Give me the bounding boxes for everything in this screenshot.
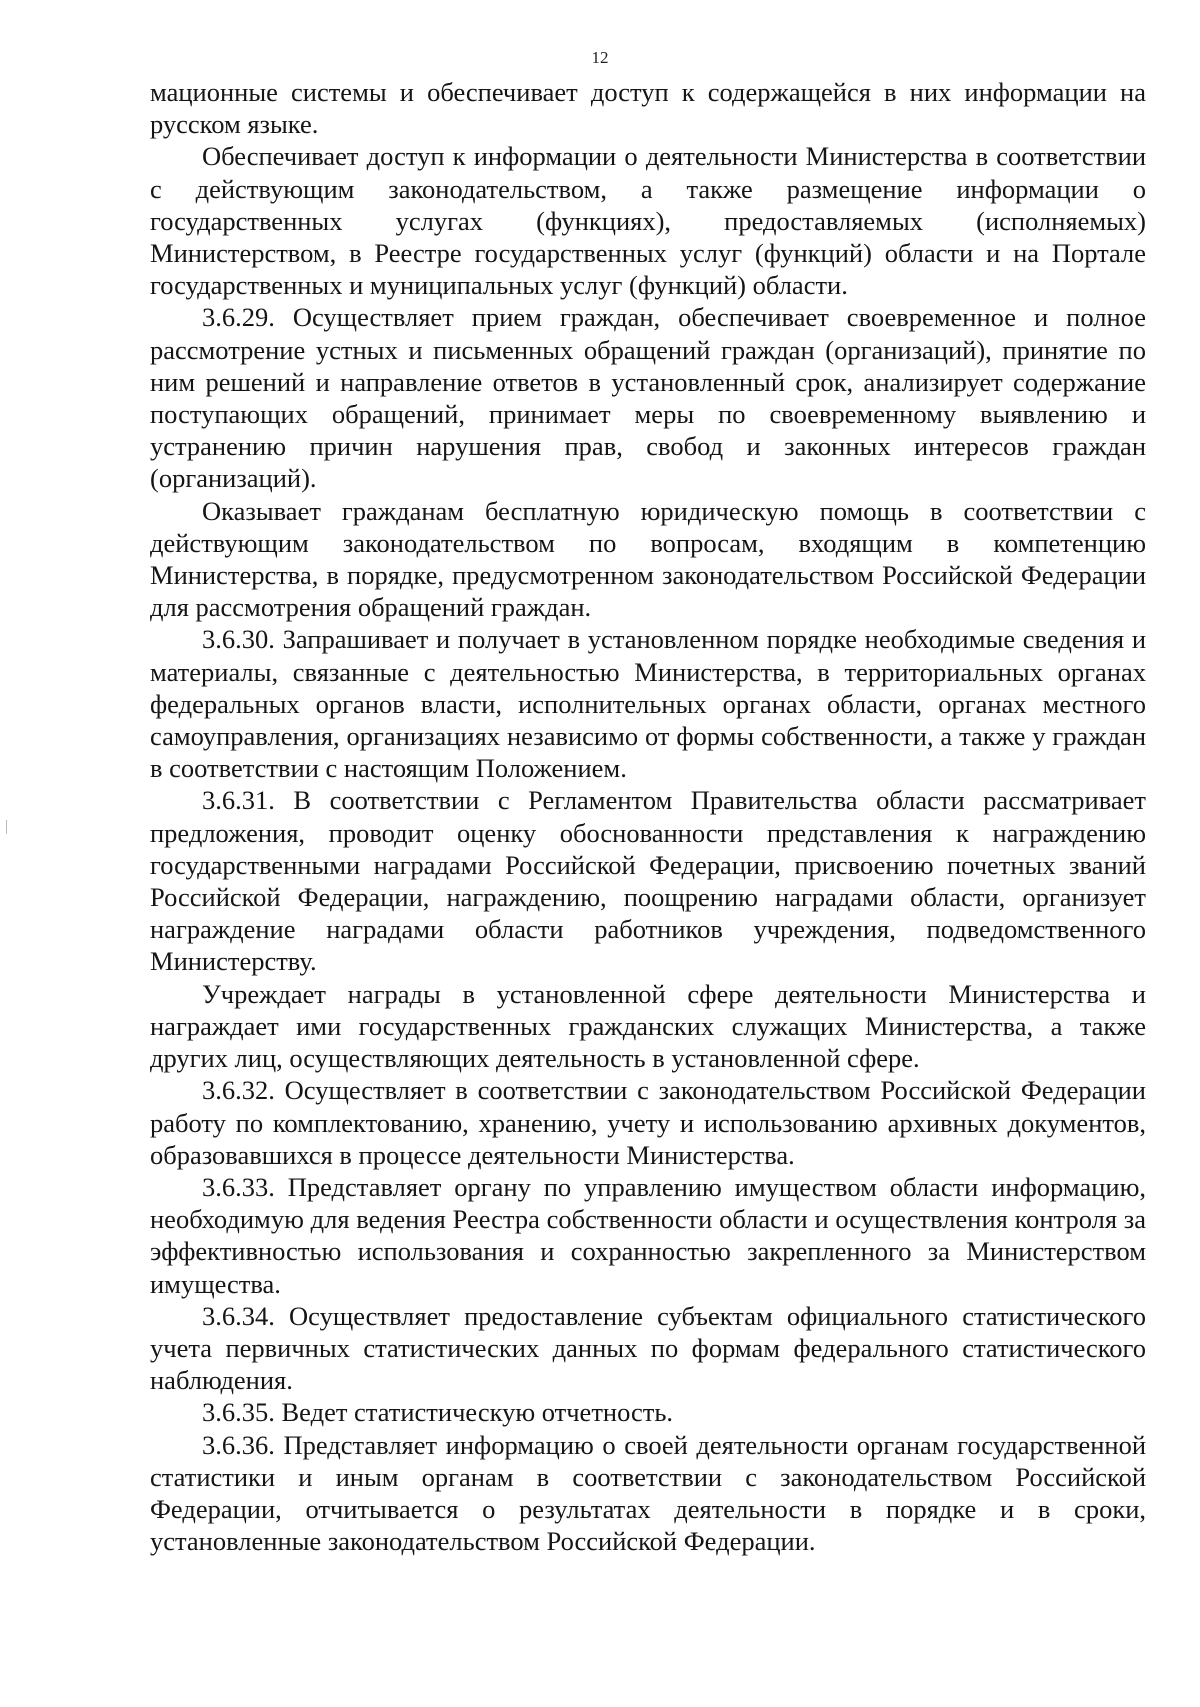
paragraph-3-6-33: 3.6.33. Представляет органу по управлению имуществом области информацию, необходимую для ведения Реестра собственности области и осуществления контроля за эффективностью использования и сохранностью закрепленного за Министерством имущества.	[150, 1171, 1146, 1299]
paragraph-3-6-32: 3.6.32. Осуществляет в соответствии с законодательством Российской Федерации работу по комплектованию, хранению, учету и использованию архивных документов, образовавшихся в процессе деятельности Министерства.	[150, 1075, 1146, 1170]
paragraph-awards: Учреждает награды в установленной сфере деятельности Министерства и награждает ими государственных гражданских служащих Министерства, а также других лиц, осуществляющих деятельность в установленной сфере.	[150, 978, 1146, 1074]
paragraph-3-6-31: 3.6.31. В соответствии с Регламентом Правительства области рассматривает предложения, проводит оценку обоснованности представления к награждению государственными наградами Российской Федерации, присвоению почетных званий Российской Федерации, награждению, поощрению наградами области, организует награждение наградами области работников учреждения, подведомственного Министерству.	[150, 785, 1146, 977]
paragraph-3-6-36: 3.6.36. Представляет информацию о своей деятельности органам государственной статистики и иным органам в соответствии с законодательством Российской Федерации, отчитывается о результатах деятельности в порядке и в сроки, установленные законодательством Российской Федерации.	[150, 1429, 1146, 1557]
paragraph-information-access: Обеспечивает доступ к информации о деятельности Министерства в соответствии с действующим законодательством, а также размещение информации о государственных услугах (функциях), предоставляемых (исполняемых) Министерством, в Реестре государственных услуг (функций) области и на Портале государственных и муниципальных услуг (функций) области.	[150, 141, 1146, 301]
document-body	[150, 76, 1146, 1557]
scan-margin-mark	[6, 820, 7, 834]
paragraph-continuation: мационные системы и обеспечивает доступ к содержащейся в них информации на русском языке.	[150, 77, 1146, 140]
paragraph-3-6-30: 3.6.30. Запрашивает и получает в установленном порядке необходимые сведения и материалы, связанные с деятельностью Министерства, в территориальных органах федеральных органов власти, исполнительных органах области, органах местного самоуправления, организациях независимо от формы собственности, а также у граждан в соответствии с настоящим Положением.	[150, 624, 1146, 784]
paragraph-3-6-35: 3.6.35. Ведет статистическую отчетность.	[202, 1397, 674, 1428]
paragraph-3-6-34: 3.6.34. Осуществляет предоставление субъектам официального статистического учета первичных статистических данных по формам федерального статистического наблюдения.	[150, 1300, 1146, 1396]
paragraph-3-6-29: 3.6.29. Осуществляет прием граждан, обеспечивает своевременное и полное рассмотрение устных и письменных обращений граждан (организаций), принятие по ним решений и направление ответов в установленный срок, анализирует содержание поступающих обращений, принимает меры по своевременному выявлению и устранению причин нарушения прав, свобод и законных интересов граждан (организаций).	[150, 302, 1146, 494]
page-number: 12	[591, 48, 609, 67]
paragraph-legal-aid: Оказывает гражданам бесплатную юридическую помощь в соответствии с действующим законодательством по вопросам, входящим в компетенцию Министерства, в порядке, предусмотренном законодательством Российской Федерации для рассмотрения обращений граждан.	[150, 495, 1146, 623]
